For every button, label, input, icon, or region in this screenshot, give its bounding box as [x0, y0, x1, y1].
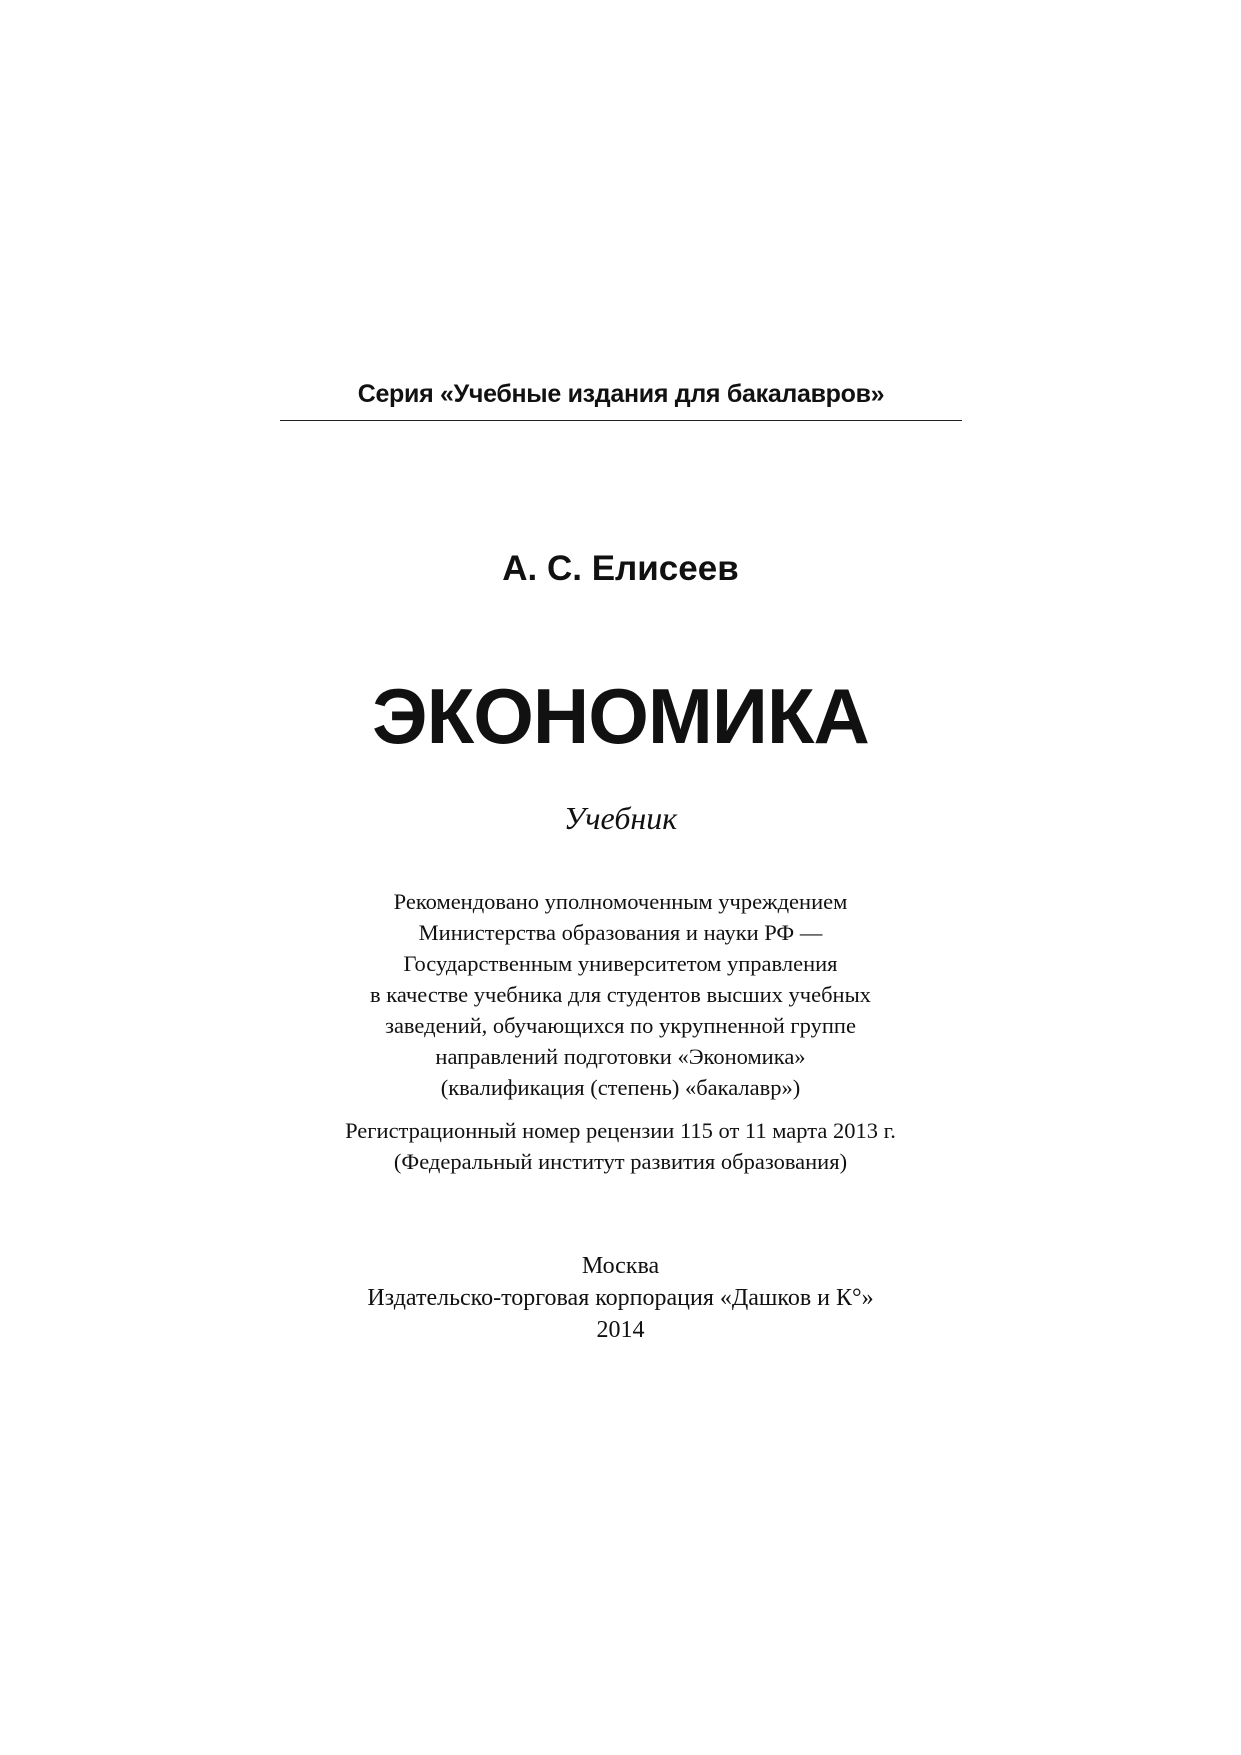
registration-line: Регистрационный номер рецензии 115 от 11 марта 2013 г.	[345, 1118, 896, 1143]
publisher-name: Издательско-торговая корпорация «Дашков и К°»	[367, 1285, 874, 1311]
recommendation-block	[0, 886, 1241, 1103]
registration-line: (Федеральный институт развития образования)	[393, 1149, 848, 1174]
recommendation-line: Министерства образования и науки РФ —	[418, 920, 823, 945]
book-title: ЭКОНОМИКА	[372, 672, 869, 760]
publisher-block	[0, 1250, 1241, 1346]
book-type: Учебник	[563, 800, 678, 836]
recommendation-line: Рекомендовано уполномоченным учреждением	[393, 889, 848, 914]
registration-block	[0, 1115, 1241, 1177]
recommendation-line: Государственным университетом управления	[403, 951, 838, 976]
series-name: Серия «Учебные издания для бакалавров»	[357, 380, 885, 408]
recommendation-line: (квалификация (степень) «бакалавр»)	[440, 1075, 801, 1100]
series-divider	[280, 420, 962, 421]
recommendation-line: в качестве учебника для студентов высших учебных	[370, 982, 871, 1007]
recommendation-line: заведений, обучающихся по укрупненной группе	[385, 1013, 856, 1038]
publisher-city: Москва	[581, 1253, 660, 1279]
recommendation-line: направлений подготовки «Экономика»	[435, 1044, 806, 1069]
publication-year: 2014	[596, 1317, 645, 1343]
author-name: А. С. Елисеев	[502, 549, 739, 588]
